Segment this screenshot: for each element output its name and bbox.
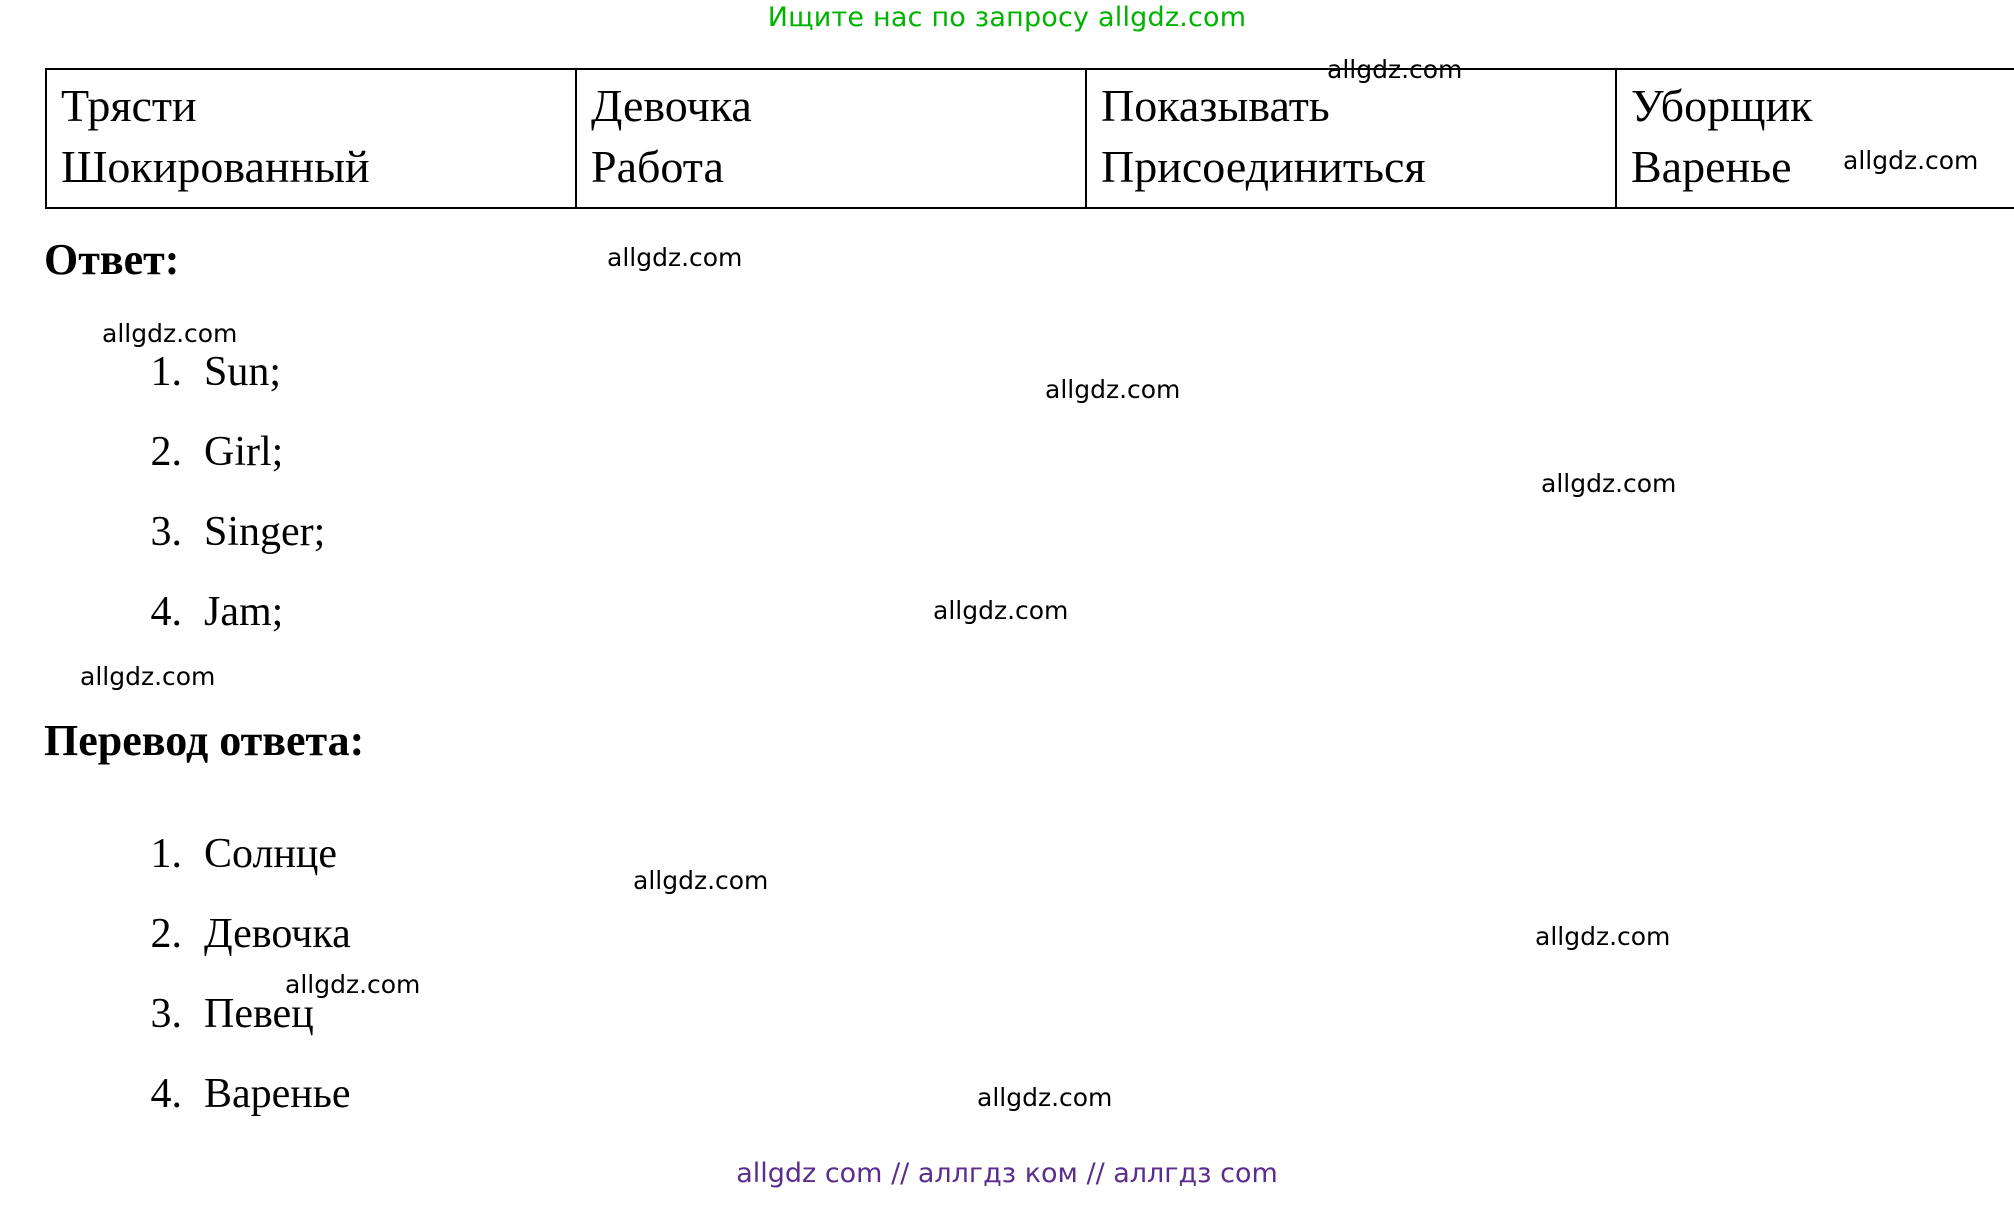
table-row bbox=[46, 69, 2014, 208]
watermark: allgdz.com bbox=[102, 319, 238, 348]
list-item-number: 2. bbox=[150, 429, 182, 475]
list-item bbox=[120, 990, 351, 1070]
watermark: allgdz.com bbox=[1541, 469, 1677, 498]
answer-list bbox=[120, 348, 325, 668]
list-item-text: Певец bbox=[204, 991, 314, 1037]
table-cell-line: Варенье bbox=[1631, 140, 1792, 192]
translation-heading: Перевод ответа: bbox=[44, 716, 365, 765]
watermark: allgdz.com bbox=[1843, 146, 1979, 175]
promo-banner: Ищите нас по запросу allgdz.com bbox=[767, 2, 1247, 33]
list-item bbox=[120, 588, 325, 668]
list-item bbox=[120, 910, 351, 990]
watermark: allgdz.com bbox=[633, 866, 769, 895]
list-item bbox=[120, 348, 325, 428]
watermark: allgdz.com bbox=[1045, 375, 1181, 404]
list-item-number: 4. bbox=[150, 1071, 182, 1117]
watermark: allgdz.com bbox=[285, 970, 421, 999]
watermark: allgdz.com bbox=[933, 596, 1069, 625]
table-cell-line: Работа bbox=[591, 140, 724, 192]
list-item-text: Girl; bbox=[204, 429, 284, 475]
list-item-text: Солнце bbox=[204, 831, 338, 877]
watermark: allgdz.com bbox=[607, 243, 743, 272]
list-item bbox=[120, 508, 325, 588]
answer-heading: Ответ: bbox=[44, 235, 180, 284]
watermark: allgdz.com bbox=[1535, 922, 1671, 951]
table-cell-line: Присоединиться bbox=[1101, 140, 1426, 192]
watermark: allgdz.com bbox=[80, 662, 216, 691]
list-item bbox=[120, 1070, 351, 1150]
table-cell-show bbox=[1086, 69, 1616, 208]
list-item-number: 3. bbox=[150, 509, 182, 555]
table-cell-girl bbox=[576, 69, 1086, 208]
list-item-number: 3. bbox=[150, 991, 182, 1037]
table-cell-line: Показывать bbox=[1101, 80, 1330, 131]
watermark: allgdz.com bbox=[977, 1083, 1113, 1112]
list-item-number: 2. bbox=[150, 911, 182, 957]
translation-list bbox=[120, 830, 351, 1150]
list-item-number: 4. bbox=[150, 589, 182, 635]
table-cell-line: Трясти bbox=[61, 80, 197, 131]
table-cell-cleaner bbox=[1616, 69, 2014, 208]
table-cell-line: Уборщик bbox=[1631, 80, 1813, 131]
list-item-text: Варенье bbox=[204, 1071, 351, 1117]
watermark: allgdz.com bbox=[1327, 55, 1463, 84]
word-table bbox=[45, 68, 2014, 209]
table-cell-shake bbox=[46, 69, 576, 208]
list-item-text: Jam; bbox=[204, 589, 284, 635]
list-item bbox=[120, 830, 351, 910]
list-item bbox=[120, 428, 325, 508]
list-item-number: 1. bbox=[150, 349, 182, 395]
list-item-text: Singer; bbox=[204, 509, 326, 555]
list-item-text: Sun; bbox=[204, 349, 282, 395]
table-cell-line: Шокированный bbox=[61, 140, 370, 192]
list-item-text: Девочка bbox=[204, 911, 351, 957]
footer-domains: allgdz com // аллгдз ком // аллгдз com bbox=[736, 1158, 1278, 1189]
list-item-number: 1. bbox=[150, 831, 182, 877]
table-cell-line: Девочка bbox=[591, 80, 752, 131]
